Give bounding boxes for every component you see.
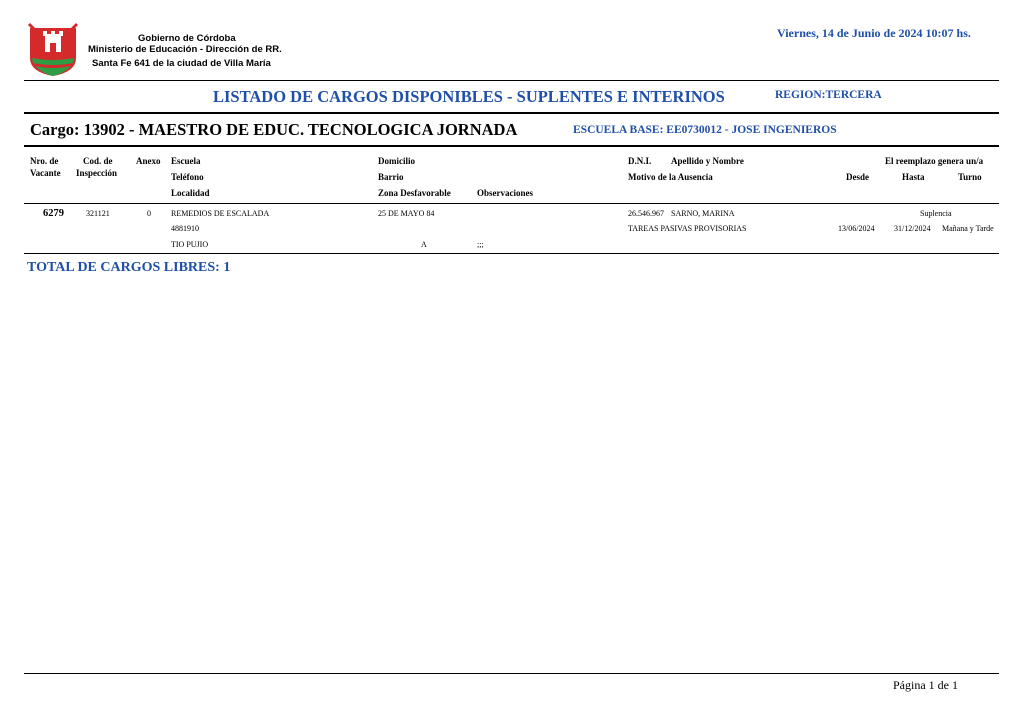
cell-turno: Mañana y Tarde [942,224,994,233]
report-datetime: Viernes, 14 de Junio de 2024 10:07 hs. [777,26,971,40]
cargo-title: Cargo: 13902 - MAESTRO DE EDUC. TECNOLOGICA JORNADA [30,120,518,139]
header-domicilio: Domicilio [378,156,415,166]
title-divider [24,112,999,114]
header-apellido-nombre: Apellido y Nombre [671,156,744,166]
cell-observaciones: ;;; [477,240,484,249]
report-title: LISTADO DE CARGOS DISPONIBLES - SUPLENTES E INTERINOS [213,87,725,106]
cell-genera: Suplencia [920,209,952,218]
cell-domicilio: 25 DE MAYO 84 [378,209,435,218]
header-zona-desfavorable: Zona Desfavorable [378,188,451,198]
cell-motivo: TAREAS PASIVAS PROVISORIAS [628,224,747,233]
cell-vacante: 6279 [43,208,64,219]
escuela-base: ESCUELA BASE: EE0730012 - JOSE INGENIEROS [573,124,837,136]
header-observaciones: Observaciones [477,188,533,198]
cell-localidad: TIO PUJIO [171,240,209,249]
header-cod-inspeccion-2: Inspección [76,168,118,178]
cell-telefono: 4881910 [171,224,199,233]
header-escuela: Escuela [171,156,201,166]
cell-zona: A [421,240,427,249]
footer-divider [24,673,999,674]
table-bottom-divider [24,253,999,254]
government-name: Gobierno de Córdoba [138,33,236,44]
ministry-name: Ministerio de Educación - Dirección de RR. [88,44,282,55]
header-localidad: Localidad [171,188,210,198]
cell-apellido-nombre: SARNO, MARINA [671,209,735,218]
header-anexo: Anexo [136,156,161,166]
header-nro-vacante-2: Vacante [30,168,61,178]
cargo-divider [24,145,999,147]
cell-dni: 26.546.967 [628,209,664,218]
header-nro-vacante-1: Nro. de [30,156,59,166]
header-turno: Turno [958,172,982,182]
cell-inspeccion: 321121 [86,209,110,218]
header-motivo-ausencia: Motivo de la Ausencia [628,172,713,182]
header-barrio: Barrio [378,172,404,182]
total-cargos-libres: TOTAL DE CARGOS LIBRES: 1 [27,260,231,275]
header-divider [24,80,999,81]
header-reemplazo-genera: El reemplazo genera un/a [885,156,984,166]
header-telefono: Teléfono [171,172,204,182]
ministry-address: Santa Fe 641 de la ciudad de Villa María [92,58,271,69]
cell-anexo: 0 [147,209,151,218]
region-label: REGION:TERCERA [775,89,882,101]
header-cod-inspeccion-1: Cod. de [83,156,113,166]
header-hasta: Hasta [902,172,925,182]
cell-hasta: 31/12/2024 [894,224,931,233]
header-dni: D.N.I. [628,156,652,166]
cell-desde: 13/06/2024 [838,224,875,233]
cordoba-coat-of-arms-logo [27,22,79,78]
header-desde: Desde [846,172,869,182]
table-header-divider [24,203,999,204]
page-number: Página 1 de 1 [893,678,958,692]
cell-escuela: REMEDIOS DE ESCALADA [171,209,270,218]
